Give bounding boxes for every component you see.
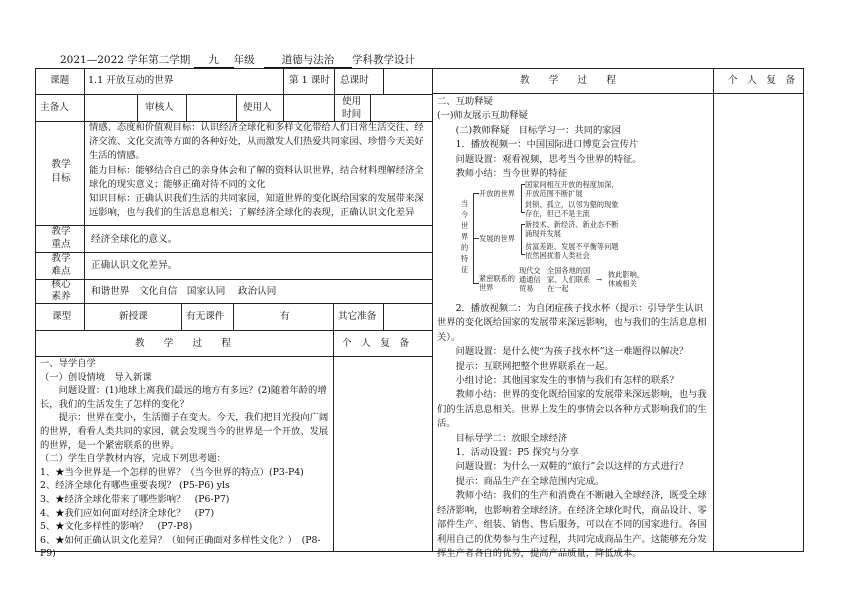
diagram-develop-item: 贫富差距、发展不平衡等问题依然困扰着人类社会 <box>525 242 619 260</box>
diagram-open-item: 国家间相互开放的程度加深，开放范围不断扩展 <box>525 180 619 198</box>
lesson-number: 第 1 课时 <box>289 75 330 86</box>
reviewer-label: 审核人 <box>145 102 174 113</box>
process-line: （一）创设情境 导入新课 <box>40 371 152 383</box>
key-content: 经济全球化的意义。 <box>91 234 178 245</box>
core-literacy-label: 核心素养 <box>51 279 71 302</box>
question-item: 3、★经济全球化带来了哪些影响？ (P6-P7) <box>40 493 230 505</box>
grade-suffix: 年级 <box>233 54 255 66</box>
self-study-section <box>40 357 330 561</box>
process-line: 1．活动设置：P5 探究与分享 <box>455 447 579 459</box>
topic-value: 1.1 开放互动的世界 <box>88 75 174 86</box>
process-line: 目标导学二：放眼全球经济 <box>455 432 568 444</box>
courseware-value: 有 <box>280 311 290 322</box>
total-lessons-label: 总课时 <box>340 75 369 86</box>
use-time-label-2: 时间 <box>342 109 362 120</box>
goals-label: 教学目标 <box>51 159 71 184</box>
key-label: 教学重点 <box>51 226 71 250</box>
mutual-help-section <box>437 95 709 181</box>
process-line: 2．播放视频二：为自闭症孩子找水杯（提示：引导学生认识世界的变化既给国家的发展带来深远影响，也与我们的生活息息相关）。 <box>437 303 707 343</box>
courseware-label: 有无课件 <box>186 311 225 322</box>
question-item: 1、★当今世界是一个怎样的世界？（当今世界的特点）(P3-P4) <box>40 466 304 478</box>
process-line: 问题设置：是什么使“为孩子找水杯”这一难题得以解决？ <box>455 346 689 358</box>
arrow-right-icon: → <box>596 275 603 284</box>
difficulty-content: 正确认识文化差异。 <box>91 260 178 271</box>
diagram-branch-open: 开放的世界 <box>479 189 515 198</box>
diagram-branch-develop: 发展的世界 <box>479 234 515 243</box>
diagram-branch-connected: 紧密联系的世界 <box>479 274 515 292</box>
goal-emotion: 情感、态度和价值观目标：认识经济全球化和多样文化带给人们日常生活交往、经济交流、文化交流等方面的各种好处，从而激发人们热爱共同家园、珍惜今天美好生活的情感。 <box>89 122 424 162</box>
process-line: 小组讨论：其他国家发生的事情与我们有怎样的联系？ <box>455 375 679 387</box>
goal-ability: 能力目标：能够结合自己的亲身体会和了解的资料认识世界，结合材料理解经济全球化的现实意义；能够正确对待不同的文化 <box>89 164 424 190</box>
process-header-right: 教 学 过 程 <box>520 75 616 86</box>
world-features-diagram <box>459 180 669 300</box>
core-literacy-content: 和谐世界 文化自信 国家认同 政治认同 <box>91 286 277 297</box>
process-line: 二、互助释疑 <box>437 96 493 107</box>
question-item: 6、★如何正确认识文化差异？（如何正确面对多样性文化？） (P8-P9) <box>40 534 321 560</box>
title-suffix: 学科教学设计 <box>351 54 415 66</box>
teacher-explanation-section <box>437 302 709 561</box>
use-time-label: 使用 <box>342 96 362 107</box>
process-line: (二)教师释疑 目标学习一：共同的家园 <box>455 124 621 136</box>
grade-value: 九 <box>194 54 234 68</box>
diagram-connect-means: 现代交通通信贸易 <box>519 266 541 293</box>
process-line: 1．播放视频一：中国国际进口博览会宣传片 <box>455 139 639 151</box>
difficulty-label: 教学难点 <box>51 253 71 277</box>
question-item: 4、★我们应如何面对经济全球化？ (P7) <box>40 507 215 519</box>
lesson-type-label: 课型 <box>52 311 72 322</box>
process-line: 问题设置：(1)地球上离我们最远的地方有多远？(2)随着年龄的增长，我们的生活发生了怎样的变化？ <box>40 385 327 410</box>
process-line: 提示：世界在变小，生活圈子在变大。今天，我们把目光投向广阔的世界，看看人类共同的家园，就会发现当今的世界是一个开放、发展的世界，是一个紧密联系的世界。 <box>40 412 329 451</box>
other-prep-label: 其它准备 <box>338 311 377 322</box>
diagram-connect-result: 彼此影响，休戚相关 <box>608 270 644 288</box>
process-line: 提示：互联网把整个世界联系在一起。 <box>455 360 614 372</box>
semester-label: 2021—2022 学年第二学期 <box>60 54 191 66</box>
process-line: 提示：商品生产在全球范围内完成。 <box>455 475 605 487</box>
process-line: 教师小结：我们的生产和消费在不断融入全球经济，既受全球经济影响，也影响着全球经济。在经济全球化时代，商品设计、零部件生产、组装、销售、售后服务，可以在不同的国家进行。各国利用自己的优势参与生产过程，共同完成商品生产。这能够充分发挥生产者各自的优势，提高产品质量，降低成本。 <box>437 490 707 559</box>
diagram-develop-item: 新技术、新经济、新业态不断涌现并发展 <box>525 220 619 238</box>
diagram-root: 当今世界的特征 <box>461 199 469 274</box>
process-line: （二）学生自学教材内容，完成下列思考题： <box>40 453 226 465</box>
question-item: 2、经济全球化有哪些重要表现？ (P5-P6) yls <box>40 480 230 492</box>
user-label: 使用人 <box>243 102 272 113</box>
review-header-left: 个 人 复 备 <box>342 338 410 349</box>
diagram-connect-effect: 全国各地的国家、人们联系在一起 <box>547 266 591 293</box>
diagram-open-item: 封锁、孤立，以邻为壑的现象存在，但已不是主流 <box>525 200 619 218</box>
process-line: 教师小结：当今世界的特征 <box>455 168 568 180</box>
topic-label: 课题 <box>50 75 70 86</box>
goals-content <box>89 121 429 220</box>
process-line: 问题设置：为什么一双鞋的“旅行”会以这样的方式进行？ <box>455 461 689 473</box>
process-line: 教师小结：世界的变化既给国家的发展带来深远影响，也与我们的生活息息相关。世界上发生的事情会以各种方式影响我们的生活。 <box>437 389 707 430</box>
process-line: 问题设置：观看视频，思考当今世界的特征。 <box>455 153 642 165</box>
process-line: (一)师友展示互助释疑 <box>437 110 528 122</box>
lesson-type-value: 新授课 <box>119 311 148 322</box>
subject-value: 道德与法治 <box>264 54 352 68</box>
process-header-left: 教 学 过 程 <box>135 338 231 349</box>
main-prep-label: 主备人 <box>40 102 69 113</box>
question-item: 5、★文化多样性的影响？ (P7-P8) <box>40 521 193 533</box>
document-header <box>60 52 415 68</box>
review-header-right: 个 人 复 备 <box>728 75 796 86</box>
goal-knowledge: 知识目标：正确认识我们生活的共同家园，知道世界的变化既给国家的发展带来深远影响，也与我们的生活息息相关；了解经济全球化的表现，正确认识文化差异 <box>89 193 424 219</box>
process-line: 一、导学自学 <box>40 358 96 369</box>
